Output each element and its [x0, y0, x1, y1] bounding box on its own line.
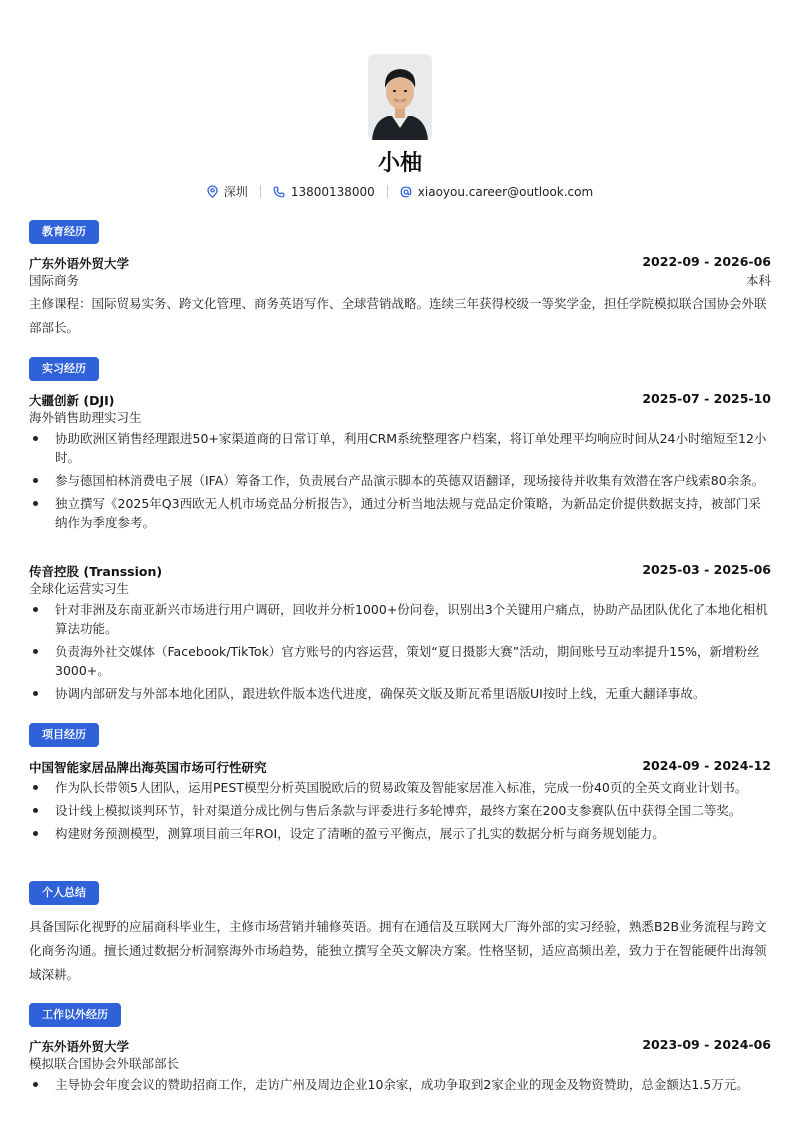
education-period: 2022-09 - 2026-06	[642, 254, 771, 269]
project-title: 中国智能家居品牌出海英国市场可行性研究	[29, 760, 267, 775]
list-item: 协助欧洲区销售经理跟进50+家渠道商的日常订单，利用CRM系统整理客户档案，将订单处理平均响应时间从24小时缩短至12小时。	[29, 429, 771, 467]
contact-phone[interactable]	[273, 185, 375, 199]
education-school: 广东外语外贸大学	[29, 256, 130, 271]
list-item: 协调内部研发与外部本地化团队，跟进软件版本迭代进度，确保英文版及斯瓦希里语版UI按时上线，无重大翻译事故。	[29, 684, 771, 703]
section-tag-education: 教育经历	[29, 220, 99, 244]
internship-bullets	[29, 600, 771, 707]
internship-header	[29, 562, 771, 580]
internship-bullets	[29, 429, 771, 536]
education-major: 国际商务	[29, 273, 80, 288]
location-text: 深圳	[223, 185, 248, 199]
list-item: 构建财务预测模型，测算项目前三年ROI，设定了清晰的盈亏平衡点，展示了扎实的数据分析与商务规划能力。	[29, 824, 771, 843]
internship-company: 大疆创新 (DJI)	[29, 393, 115, 408]
internship-role: 海外销售助理实习生	[29, 410, 142, 425]
map-pin-icon	[207, 185, 218, 198]
list-item: 针对非洲及东南亚新兴市场进行用户调研，回收并分析1000+份问卷，识别出3个关键用户痛点，协助产品团队优化了本地化相机算法功能。	[29, 600, 771, 638]
internship-company: 传音控股 (Transsion)	[29, 564, 163, 579]
project-header	[29, 758, 771, 776]
education-degree: 本科	[745, 273, 771, 288]
section-tag-extra: 工作以外经历	[29, 1003, 121, 1027]
education-header	[29, 254, 771, 272]
contact-location	[207, 183, 248, 200]
internship-period: 2025-07 - 2025-10	[642, 391, 771, 406]
phone-text: 13800138000	[290, 184, 375, 199]
contact-bar	[0, 183, 800, 200]
section-tag-projects: 项目经历	[29, 723, 99, 747]
internship-role-row	[29, 579, 771, 597]
list-item: 独立撰写《2025年Q3西欧无人机市场竞品分析报告》，通过分析当地法规与竞品定价策略，为新品定价提供数据支持，被部门采纳作为季度参考。	[29, 494, 771, 532]
phone-icon	[273, 186, 285, 198]
extra-role: 模拟联合国协会外联部部长	[29, 1056, 180, 1071]
section-tag-internships: 实习经历	[29, 357, 99, 381]
contact-divider	[387, 185, 388, 198]
list-item: 参与德国柏林消费电子展（IFA）筹备工作，负责展台产品演示脚本的英德双语翻译，现场接待并收集有效潜在客户线索80余条。	[29, 471, 771, 490]
candidate-name: 小柚	[377, 151, 422, 176]
internship-role-row	[29, 408, 771, 426]
profile-photo	[368, 54, 432, 140]
contact-divider	[260, 185, 261, 198]
summary-text: 具备国际化视野的应届商科毕业生，主修市场营销并辅修英语。拥有在通信及互联网大厂海外部的实习经验，熟悉B2B业务流程与跨文化商务沟通。擅长通过数据分析洞察海外市场趋势，能独立撰写全英文解决方案。性格坚韧，适应高频出差，致力于在智能硬件出海领域深耕。	[29, 919, 767, 982]
project-period: 2024-09 - 2024-12	[642, 758, 771, 773]
contact-email[interactable]	[400, 185, 593, 199]
extra-bullets	[29, 1075, 771, 1098]
education-subheader	[29, 271, 771, 289]
internship-role: 全球化运营实习生	[29, 581, 130, 596]
internship-period: 2025-03 - 2025-06	[642, 562, 771, 577]
section-tag-summary: 个人总结	[29, 881, 99, 905]
list-item: 负责海外社交媒体（Facebook/TikTok）官方账号的内容运营，策划“夏日摄影大赛”活动，期间账号互动率提升15%，新增粉丝3000+。	[29, 642, 771, 680]
list-item: 主导协会年度会议的赞助招商工作，走访广州及周边企业10余家，成功争取到2家企业的现金及物资赞助，总金额达1.5万元。	[29, 1075, 771, 1094]
list-item: 作为队长带领5人团队，运用PEST模型分析英国脱欧后的贸易政策及智能家居准入标准，完成一份40页的全英文商业计划书。	[29, 778, 771, 797]
education-description: 主修课程：国际贸易实务、跨文化管理、商务英语写作、全球营销战略。连续三年获得校级一等奖学金，担任学院模拟联合国协会外联部部长。	[29, 296, 767, 335]
extra-org: 广东外语外贸大学	[29, 1039, 130, 1054]
internship-header	[29, 391, 771, 409]
extra-role-row	[29, 1054, 771, 1072]
extra-header	[29, 1037, 771, 1055]
extra-period: 2023-09 - 2024-06	[642, 1037, 771, 1052]
project-bullets	[29, 778, 771, 847]
list-item: 设计线上模拟谈判环节，针对渠道分成比例与售后条款与评委进行多轮博弈，最终方案在200支参赛队伍中获得全国二等奖。	[29, 801, 771, 820]
at-sign-icon	[400, 186, 412, 198]
email-text: xiaoyou.career@outlook.com	[417, 184, 594, 199]
